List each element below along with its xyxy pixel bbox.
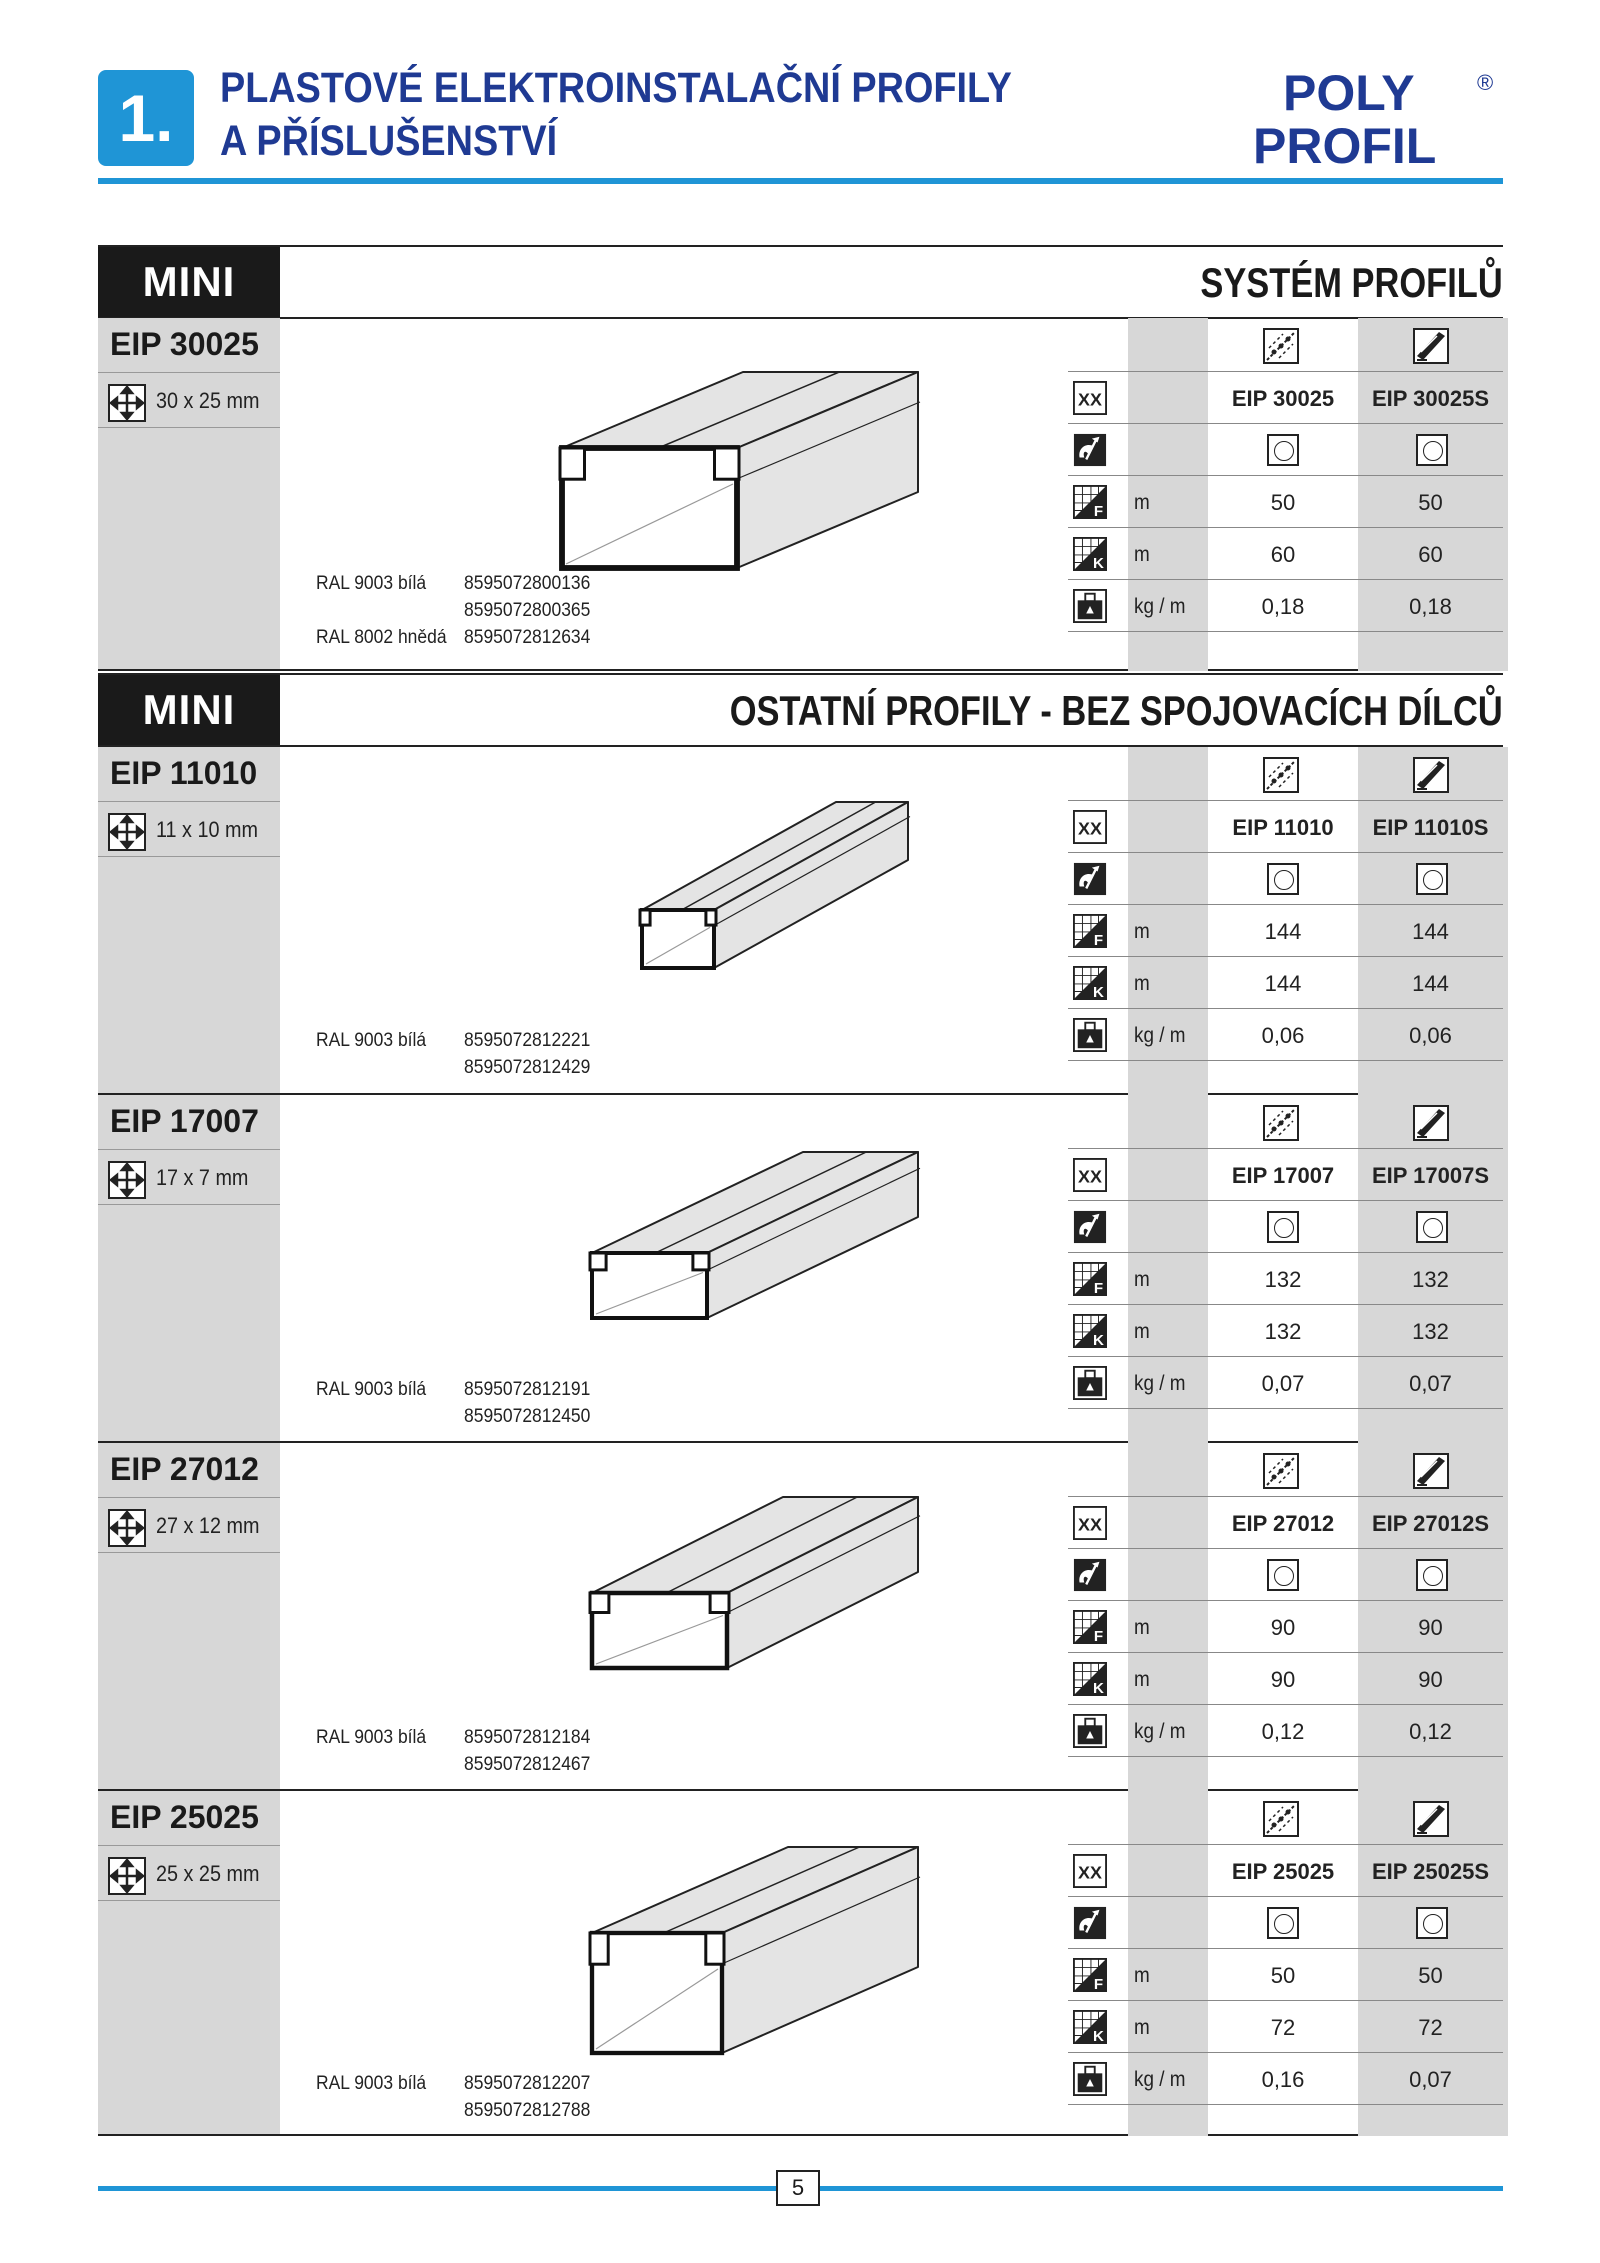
- packing-k-icon: [1073, 2010, 1107, 2044]
- ean-code: 8595072812450: [464, 1406, 591, 1427]
- circle-marker-icon: [1416, 434, 1448, 466]
- spec-value: 0,12: [1261, 1719, 1305, 1744]
- product-block: [98, 318, 1503, 671]
- spec-value: 144: [1264, 971, 1302, 996]
- circle-marker-icon: [1416, 863, 1448, 895]
- halogen-free-icon: [1073, 1558, 1107, 1592]
- spec-unit: m: [1134, 2016, 1150, 2039]
- spec-value: EIP 30025: [1231, 386, 1335, 411]
- spec-value: 0,18: [1409, 594, 1452, 619]
- spec-unit: kg / m: [1134, 1024, 1186, 1047]
- svg-text:XX: XX: [1078, 1514, 1102, 1535]
- spec-value: EIP 11010: [1232, 815, 1334, 840]
- spec-row: [1068, 2053, 1503, 2105]
- divider: [98, 1497, 280, 1498]
- spec-row: [1068, 1149, 1503, 1201]
- spec-row: [1068, 801, 1503, 853]
- perforated-icon: [1263, 1453, 1299, 1489]
- ral-color: RAL 8002 hnědá: [316, 627, 447, 648]
- product-block: [98, 1791, 1503, 2136]
- spec-value: 90: [1418, 1667, 1443, 1692]
- code-icon: [1073, 810, 1107, 844]
- spec-value: 60: [1418, 542, 1443, 567]
- spec-value: 0,12: [1409, 1719, 1452, 1744]
- circle-marker-icon: [1267, 1559, 1299, 1591]
- page-number: 5: [776, 2170, 820, 2206]
- halogen-free-icon: [1073, 1210, 1107, 1244]
- cable-duct-illustration: [560, 370, 920, 575]
- spec-row: [1068, 1705, 1503, 1757]
- svg-text:XX: XX: [1078, 1166, 1102, 1187]
- chapter-title-line2: A PŘÍSLUŠENSTVÍ: [220, 117, 558, 165]
- chapter-badge: 1.: [98, 70, 194, 166]
- packing-f-icon: [1073, 1958, 1107, 1992]
- packing-k-icon: [1073, 1314, 1107, 1348]
- spec-value: 90: [1418, 1615, 1443, 1640]
- spec-unit: m: [1134, 920, 1150, 943]
- spec-row: [1068, 1497, 1503, 1549]
- dimension-text: 25 x 25 mm: [156, 1861, 260, 1886]
- spec-row: [1068, 1253, 1503, 1305]
- svg-text:K: K: [1093, 1332, 1104, 1348]
- ean-code: 8595072812429: [464, 1057, 591, 1078]
- circle-marker-icon: [1416, 1211, 1448, 1243]
- spec-value: EIP 17007S: [1371, 1163, 1490, 1188]
- product-block: [98, 1443, 1503, 1791]
- packing-k-icon: [1073, 966, 1107, 1000]
- spec-table: [1068, 1443, 1503, 1791]
- dimensions-icon: [108, 1161, 146, 1199]
- spec-row: [1068, 1793, 1503, 1845]
- product-block: [98, 747, 1503, 1095]
- cable-duct-illustration: [590, 1495, 920, 1675]
- cable-duct-illustration: [590, 1845, 920, 2060]
- code-icon: [1073, 1506, 1107, 1540]
- halogen-free-icon: [1073, 1906, 1107, 1940]
- spec-row: [1068, 424, 1503, 476]
- svg-text:XX: XX: [1078, 1862, 1102, 1883]
- spec-unit: kg / m: [1134, 2068, 1186, 2091]
- dimension-row: [98, 374, 280, 428]
- circle-marker-icon: [1416, 1559, 1448, 1591]
- spec-unit: kg / m: [1134, 1720, 1186, 1743]
- divider: [98, 801, 280, 802]
- spec-value: 50: [1418, 1963, 1443, 1988]
- spec-value: EIP 27012S: [1371, 1511, 1490, 1536]
- polyprofil-logo: [1253, 60, 1503, 175]
- perforated-icon: [1263, 328, 1299, 364]
- spec-value: EIP 30025S: [1371, 386, 1490, 411]
- spec-row: [1068, 1201, 1503, 1253]
- spec-value: 50: [1418, 490, 1443, 515]
- product-name: EIP 25025: [110, 1799, 259, 1835]
- logo-text-top: POLY: [1283, 65, 1415, 121]
- dimension-row: [98, 1151, 280, 1205]
- ean-code: 8595072812788: [464, 2100, 591, 2121]
- code-icon: [1073, 1158, 1107, 1192]
- cable-duct-illustration: [640, 800, 910, 975]
- spec-row: [1068, 320, 1503, 372]
- spec-value: 90: [1270, 1667, 1296, 1692]
- spec-value: 50: [1270, 490, 1296, 515]
- ral-color: RAL 9003 bílá: [316, 573, 427, 594]
- circle-marker-icon: [1267, 1211, 1299, 1243]
- svg-text:F: F: [1093, 1280, 1104, 1296]
- packing-k-icon: [1073, 1662, 1107, 1696]
- spec-value: 72: [1418, 2015, 1443, 2040]
- weight-icon: [1073, 2062, 1107, 2096]
- product-name: EIP 17007: [110, 1103, 259, 1139]
- perforated-icon: [1263, 1105, 1299, 1141]
- dimension-row: [98, 1847, 280, 1901]
- divider: [98, 1149, 280, 1150]
- section-badge: MINI: [98, 675, 280, 745]
- spec-value: 0,07: [1409, 1371, 1452, 1396]
- spec-value: 144: [1264, 919, 1302, 944]
- svg-text:F: F: [1093, 1628, 1104, 1644]
- packing-k-icon: [1073, 537, 1107, 571]
- spec-table: [1068, 1095, 1503, 1443]
- section-badge: MINI: [98, 247, 280, 317]
- spec-row: [1068, 1653, 1503, 1705]
- divider: [98, 1845, 280, 1846]
- weight-icon: [1073, 589, 1107, 623]
- svg-text:F: F: [1093, 503, 1104, 519]
- spec-row: [1068, 1357, 1503, 1409]
- page-header: [98, 60, 1503, 190]
- dimensions-icon: [108, 384, 146, 422]
- spec-value: 0,06: [1261, 1023, 1305, 1048]
- svg-text:K: K: [1093, 984, 1104, 1000]
- spec-unit: kg / m: [1134, 595, 1186, 618]
- spec-value: 132: [1412, 1267, 1449, 1292]
- packing-f-icon: [1073, 485, 1107, 519]
- spec-unit: m: [1134, 1268, 1150, 1291]
- spec-unit: m: [1134, 1964, 1150, 1987]
- logo-text-bottom: PROFIL: [1253, 118, 1437, 174]
- ral-color: RAL 9003 bílá: [316, 1030, 427, 1051]
- ean-code: 8595072800136: [464, 573, 591, 594]
- product-sidebar: [98, 747, 280, 1093]
- spec-row: [1068, 957, 1503, 1009]
- logo-registered: ®: [1477, 70, 1494, 95]
- spec-value: 0,18: [1261, 594, 1305, 619]
- header-rule: [98, 178, 1503, 184]
- svg-text:F: F: [1093, 932, 1104, 948]
- spec-unit: m: [1134, 1320, 1150, 1343]
- dimension-text: 11 x 10 mm: [156, 817, 258, 842]
- spec-row: [1068, 580, 1503, 632]
- ean-code: 8595072812191: [464, 1379, 591, 1400]
- spec-table: [1068, 318, 1503, 671]
- spec-value: 0,07: [1261, 1371, 1305, 1396]
- weight-icon: [1073, 1018, 1107, 1052]
- spec-value: 144: [1412, 971, 1449, 996]
- solid-icon: [1413, 1453, 1449, 1489]
- circle-marker-icon: [1267, 434, 1299, 466]
- spec-table: [1068, 1791, 1503, 2136]
- product-name: EIP 11010: [110, 755, 258, 791]
- dimension-row: [98, 803, 280, 857]
- ean-code: 8595072812634: [464, 627, 591, 648]
- dimension-text: 27 x 12 mm: [156, 1513, 260, 1538]
- spec-row: [1068, 1897, 1503, 1949]
- product-block: [98, 1095, 1503, 1443]
- product-sidebar: [98, 1095, 280, 1441]
- spec-row: [1068, 1445, 1503, 1497]
- spec-value: EIP 11010S: [1372, 815, 1489, 840]
- spec-value: 60: [1270, 542, 1296, 567]
- packing-f-icon: [1073, 914, 1107, 948]
- cable-duct-illustration: [590, 1150, 920, 1325]
- spec-row: [1068, 476, 1503, 528]
- spec-value: EIP 27012: [1231, 1511, 1335, 1536]
- ean-code: 8595072812207: [464, 2073, 591, 2094]
- spec-unit: m: [1134, 543, 1150, 566]
- spec-row: [1068, 1549, 1503, 1601]
- product-sidebar: [98, 318, 280, 669]
- ean-code: 8595072812221: [464, 1030, 591, 1051]
- svg-text:K: K: [1093, 1680, 1104, 1696]
- spec-row: [1068, 749, 1503, 801]
- chapter-title-line1: PLASTOVÉ ELEKTROINSTALAČNÍ PROFILY: [220, 64, 1012, 112]
- circle-marker-icon: [1267, 863, 1299, 895]
- spec-value: 132: [1264, 1319, 1302, 1344]
- packing-f-icon: [1073, 1610, 1107, 1644]
- ean-code: 8595072800365: [464, 600, 591, 621]
- perforated-icon: [1263, 1801, 1299, 1837]
- solid-icon: [1413, 1801, 1449, 1837]
- spec-table: [1068, 747, 1503, 1095]
- ean-code: 8595072812467: [464, 1754, 591, 1775]
- solid-icon: [1413, 757, 1449, 793]
- halogen-free-icon: [1073, 862, 1107, 896]
- spec-row: [1068, 528, 1503, 580]
- section-title: SYSTÉM PROFILŮ: [1200, 259, 1503, 306]
- weight-icon: [1073, 1714, 1107, 1748]
- svg-text:K: K: [1093, 555, 1104, 571]
- spec-row: [1068, 1601, 1503, 1653]
- solid-icon: [1413, 328, 1449, 364]
- spec-unit: m: [1134, 972, 1150, 995]
- ral-color: RAL 9003 bílá: [316, 1727, 427, 1748]
- spec-row: [1068, 1009, 1503, 1061]
- packing-f-icon: [1073, 1262, 1107, 1296]
- spec-unit: m: [1134, 1616, 1150, 1639]
- spec-row: [1068, 1097, 1503, 1149]
- ean-code: 8595072812184: [464, 1727, 591, 1748]
- spec-value: 50: [1270, 1963, 1296, 1988]
- spec-value: EIP 25025S: [1371, 1859, 1490, 1884]
- dimensions-icon: [108, 1857, 146, 1895]
- spec-row: [1068, 1949, 1503, 2001]
- spec-unit: kg / m: [1134, 1372, 1186, 1395]
- product-name: EIP 27012: [110, 1451, 259, 1487]
- dimension-row: [98, 1499, 280, 1553]
- dimensions-icon: [108, 1509, 146, 1547]
- product-sidebar: [98, 1791, 280, 2134]
- footer-rule: [820, 2186, 1503, 2191]
- section-title: OSTATNÍ PROFILY - BEZ SPOJOVACÍCH DÍLCŮ: [729, 687, 1503, 734]
- spec-row: [1068, 1305, 1503, 1357]
- solid-icon: [1413, 1105, 1449, 1141]
- spec-value: 144: [1412, 919, 1449, 944]
- spec-unit: m: [1134, 1668, 1150, 1691]
- dimension-text: 30 x 25 mm: [156, 388, 260, 413]
- spec-row: [1068, 1845, 1503, 1897]
- product-name: EIP 30025: [110, 326, 259, 362]
- ral-color: RAL 9003 bílá: [316, 2073, 427, 2094]
- code-icon: [1073, 1854, 1107, 1888]
- svg-text:K: K: [1093, 2028, 1104, 2044]
- section-bar-other: [98, 673, 1503, 747]
- spec-value: 72: [1270, 2015, 1296, 2040]
- spec-value: 90: [1270, 1615, 1296, 1640]
- spec-row: [1068, 853, 1503, 905]
- spec-row: [1068, 905, 1503, 957]
- svg-text:F: F: [1093, 1976, 1104, 1992]
- chapter-title: [220, 62, 1012, 168]
- product-sidebar: [98, 1443, 280, 1789]
- divider: [98, 372, 280, 373]
- circle-marker-icon: [1267, 1907, 1299, 1939]
- spec-value: 0,06: [1409, 1023, 1452, 1048]
- halogen-free-icon: [1073, 433, 1107, 467]
- spec-value: 0,16: [1261, 2067, 1305, 2092]
- spec-unit: m: [1134, 491, 1150, 514]
- spec-row: [1068, 2001, 1503, 2053]
- dimension-text: 17 x 7 mm: [156, 1165, 249, 1190]
- svg-text:XX: XX: [1078, 389, 1102, 410]
- weight-icon: [1073, 1366, 1107, 1400]
- section-bar-system: [98, 245, 1503, 319]
- ral-color: RAL 9003 bílá: [316, 1379, 427, 1400]
- perforated-icon: [1263, 757, 1299, 793]
- code-icon: [1073, 381, 1107, 415]
- spec-value: 132: [1412, 1319, 1449, 1344]
- spec-value: EIP 17007: [1231, 1163, 1335, 1188]
- svg-text:XX: XX: [1078, 818, 1102, 839]
- dimensions-icon: [108, 813, 146, 851]
- spec-value: EIP 25025: [1231, 1859, 1335, 1884]
- spec-row: [1068, 372, 1503, 424]
- spec-value: 0,07: [1409, 2067, 1452, 2092]
- footer-rule: [98, 2186, 776, 2191]
- spec-value: 132: [1264, 1267, 1302, 1292]
- circle-marker-icon: [1416, 1907, 1448, 1939]
